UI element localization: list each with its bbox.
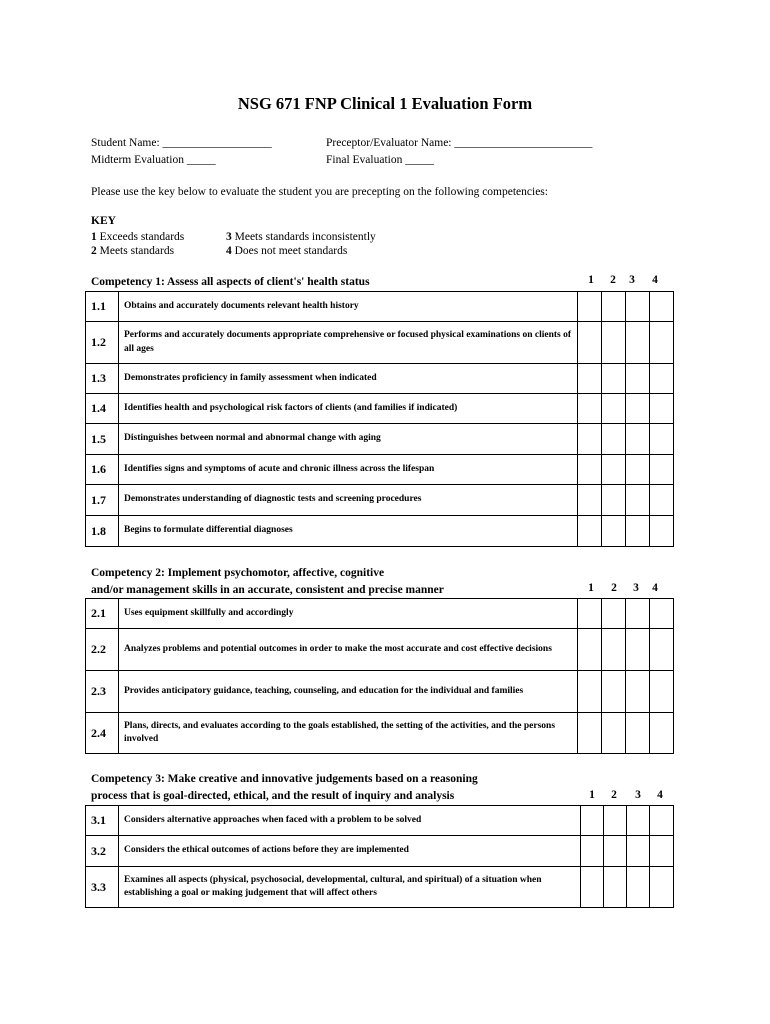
key-item: 4 Does not meet standards [226, 245, 348, 257]
rating-scale-label: 3 [629, 274, 635, 286]
rating-scale-label: 1 [588, 582, 594, 594]
rating-box-4[interactable] [650, 671, 674, 713]
rating-box-4[interactable] [650, 292, 674, 322]
rating-box-1[interactable] [578, 394, 602, 424]
rating-box-2[interactable] [602, 629, 626, 671]
rating-box-1[interactable] [578, 424, 602, 455]
competency-item-description: Obtains and accurately documents relevant health history [119, 292, 578, 322]
competency-item-description: Performs and accurately documents appropriate comprehensive or focused physical examinations on clients of all ages [119, 322, 578, 364]
rating-box-1[interactable] [578, 599, 602, 629]
rating-box-3[interactable] [627, 836, 650, 867]
rating-box-1[interactable] [581, 836, 604, 867]
key-item: 1 Exceeds standards [91, 231, 185, 243]
competency-item-number: 3.1 [86, 806, 119, 836]
key-item: 3 Meets standards inconsistently [226, 231, 376, 243]
form-title: NSG 671 FNP Clinical 1 Evaluation Form [237, 94, 533, 113]
rating-box-1[interactable] [578, 671, 602, 713]
competency-title-line: Competency 2: Implement psychomotor, affective, cognitive [91, 567, 385, 579]
rating-box-1[interactable] [578, 455, 602, 485]
table-row [86, 836, 674, 867]
rating-box-3[interactable] [626, 424, 650, 455]
rating-box-3[interactable] [627, 867, 650, 908]
rating-box-3[interactable] [626, 322, 650, 364]
midterm-evaluation-field[interactable]: Midterm Evaluation _____ [91, 154, 216, 166]
competency-item-description: Plans, directs, and evaluates according to the goals established, the setting of the activities, and the persons involved [119, 713, 578, 754]
competency-title [91, 274, 370, 291]
competency-item-number: 1.8 [86, 516, 119, 547]
rating-box-3[interactable] [627, 806, 650, 836]
rating-box-3[interactable] [626, 455, 650, 485]
competency-item-number: 2.2 [86, 629, 119, 671]
table-row [86, 485, 674, 516]
table-row [86, 424, 674, 455]
rating-box-2[interactable] [602, 516, 626, 547]
rating-box-3[interactable] [626, 713, 650, 754]
rating-scale-label: 1 [588, 274, 594, 286]
rating-box-4[interactable] [650, 516, 674, 547]
competency-item-description: Identifies health and psychological risk factors of clients (and families if indicated) [119, 394, 578, 424]
competency-item-description: Provides anticipatory guidance, teaching, counseling, and education for the individual and families [119, 671, 578, 713]
competency-item-number: 1.3 [86, 364, 119, 394]
table-row [86, 322, 674, 364]
competency-title [91, 565, 444, 598]
rating-box-3[interactable] [626, 364, 650, 394]
rating-box-4[interactable] [650, 836, 674, 867]
competency-item-number: 1.6 [86, 455, 119, 485]
rating-box-4[interactable] [650, 806, 674, 836]
instructions-text: Please use the key below to evaluate the student you are precepting on the following competencies: [91, 186, 548, 198]
rating-box-4[interactable] [650, 364, 674, 394]
rating-box-3[interactable] [626, 394, 650, 424]
rating-box-1[interactable] [578, 629, 602, 671]
rating-scale-label: 2 [611, 789, 617, 801]
table-row [86, 516, 674, 547]
competency-item-number: 1.1 [86, 292, 119, 322]
rating-box-1[interactable] [578, 364, 602, 394]
rating-box-4[interactable] [650, 424, 674, 455]
rating-box-2[interactable] [602, 424, 626, 455]
rating-box-3[interactable] [626, 485, 650, 516]
rating-box-4[interactable] [650, 394, 674, 424]
competency-title [91, 771, 478, 804]
competency-item-number: 1.5 [86, 424, 119, 455]
competency-item-description: Examines all aspects (physical, psychosocial, developmental, cultural, and spiritual) of a situation when establishing a goal or making judgement that will affect others [119, 867, 581, 908]
rating-box-4[interactable] [650, 867, 674, 908]
rating-box-4[interactable] [650, 599, 674, 629]
competency-table [85, 598, 674, 754]
rating-box-2[interactable] [602, 394, 626, 424]
rating-box-1[interactable] [578, 516, 602, 547]
competency-item-number: 1.2 [86, 322, 119, 364]
rating-box-1[interactable] [581, 806, 604, 836]
competency-item-number: 3.2 [86, 836, 119, 867]
rating-box-4[interactable] [650, 485, 674, 516]
competency-item-description: Demonstrates proficiency in family assessment when indicated [119, 364, 578, 394]
competency-table [85, 805, 674, 908]
rating-scale-label: 2 [610, 274, 616, 286]
rating-box-2[interactable] [602, 364, 626, 394]
rating-box-3[interactable] [626, 629, 650, 671]
competency-item-number: 2.3 [86, 671, 119, 713]
competency-item-description: Considers alternative approaches when faced with a problem to be solved [119, 806, 581, 836]
table-row [86, 713, 674, 754]
competency-item-number: 2.4 [86, 713, 119, 754]
rating-box-1[interactable] [578, 485, 602, 516]
competency-item-number: 1.7 [86, 485, 119, 516]
key-item: 2 Meets standards [91, 245, 175, 257]
rating-box-4[interactable] [650, 629, 674, 671]
rating-box-2[interactable] [602, 599, 626, 629]
rating-box-2[interactable] [602, 485, 626, 516]
rating-scale-label: 1 [589, 789, 595, 801]
rating-box-4[interactable] [650, 713, 674, 754]
rating-box-1[interactable] [578, 322, 602, 364]
rating-scale-label: 2 [611, 582, 617, 594]
rating-box-1[interactable] [581, 867, 604, 908]
rating-box-2[interactable] [604, 867, 627, 908]
competency-item-number: 3.3 [86, 867, 119, 908]
competency-item-description: Demonstrates understanding of diagnostic tests and screening procedures [119, 485, 578, 516]
competency-title-line: Competency 1: Assess all aspects of client's' health status [91, 276, 370, 288]
table-row [86, 671, 674, 713]
preceptor-name-field[interactable]: Preceptor/Evaluator Name: ________________________ [326, 137, 593, 149]
rating-scale-label: 4 [652, 582, 658, 594]
rating-box-2[interactable] [602, 713, 626, 754]
rating-box-4[interactable] [650, 455, 674, 485]
rating-box-2[interactable] [602, 322, 626, 364]
rating-box-3[interactable] [626, 599, 650, 629]
rating-box-4[interactable] [650, 322, 674, 364]
competency-item-description: Identifies signs and symptoms of acute and chronic illness across the lifespan [119, 455, 578, 485]
competency-table [85, 291, 674, 547]
table-row [86, 364, 674, 394]
rating-box-2[interactable] [604, 836, 627, 867]
rating-box-3[interactable] [626, 292, 650, 322]
table-row [86, 806, 674, 836]
rating-scale-label: 3 [635, 789, 641, 801]
competency-item-description: Analyzes problems and potential outcomes in order to make the most accurate and cost effective decisions [119, 629, 578, 671]
rating-scale-label: 4 [652, 274, 658, 286]
competency-item-description: Begins to formulate differential diagnoses [119, 516, 578, 547]
rating-box-3[interactable] [626, 671, 650, 713]
table-row [86, 599, 674, 629]
competency-item-description: Considers the ethical outcomes of actions before they are implemented [119, 836, 581, 867]
competency-title-line: process that is goal-directed, ethical, and the result of inquiry and analysis [91, 789, 455, 802]
competency-title-line: Competency 3: Make creative and innovative judgements based on a reasoning [91, 773, 478, 785]
competency-item-description: Distinguishes between normal and abnormal change with aging [119, 424, 578, 455]
rating-box-2[interactable] [604, 806, 627, 836]
table-row [86, 629, 674, 671]
competency-title-line: and/or management skills in an accurate, consistent and precise manner [91, 583, 444, 596]
rating-box-2[interactable] [602, 671, 626, 713]
student-name-field[interactable]: Student Name: ___________________ [91, 137, 272, 149]
rating-scale-label: 3 [633, 582, 639, 594]
rating-box-3[interactable] [626, 516, 650, 547]
rating-box-2[interactable] [602, 455, 626, 485]
rating-scale-label: 4 [657, 789, 663, 801]
rating-box-1[interactable] [578, 713, 602, 754]
competency-item-number: 1.4 [86, 394, 119, 424]
competency-item-description: Uses equipment skillfully and accordingly [119, 599, 578, 629]
rating-box-2[interactable] [602, 292, 626, 322]
competency-item-number: 2.1 [86, 599, 119, 629]
key-heading: KEY [91, 215, 116, 227]
final-evaluation-field[interactable]: Final Evaluation _____ [326, 154, 434, 166]
table-row [86, 292, 674, 322]
table-row [86, 867, 674, 908]
rating-box-1[interactable] [578, 292, 602, 322]
table-row [86, 455, 674, 485]
table-row [86, 394, 674, 424]
